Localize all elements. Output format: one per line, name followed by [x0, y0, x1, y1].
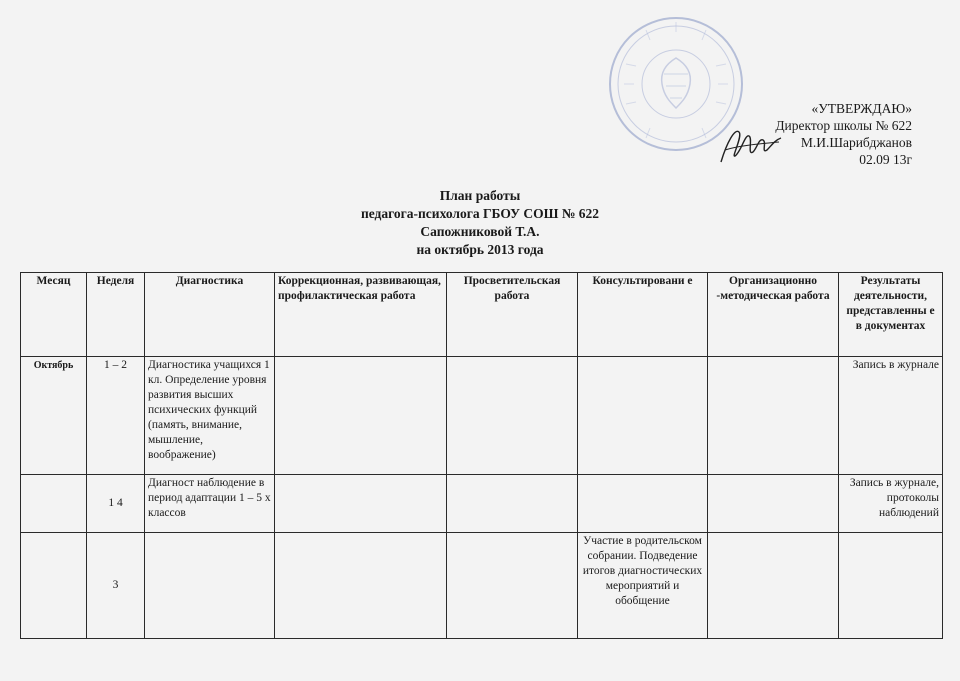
cell-month: Октябрь	[21, 357, 87, 475]
cell-results: Запись в журнале, протоколы наблюдений	[839, 475, 943, 533]
title-line-2: педагога-психолога ГБОУ СОШ № 622	[360, 206, 600, 221]
header-organization: Организационно -методическая работа	[708, 273, 839, 357]
header-correction: Коррекционная, развивающая, профилактическая работа	[275, 273, 447, 357]
approval-heading: «УТВЕРЖДАЮ»	[811, 101, 912, 116]
cell-week: 1 – 2	[87, 357, 145, 475]
cell-results	[839, 533, 943, 639]
cell-diagnostics: Диагностика учащихся 1 кл. Определение уровня развития высших психических функций (память, внимание, мышление, воображение)	[145, 357, 275, 475]
header-diagnostics: Диагностика	[145, 273, 275, 357]
cell-education	[447, 357, 578, 475]
cell-education	[447, 475, 578, 533]
table-row	[21, 475, 943, 533]
cell-week: 1 4	[87, 475, 145, 533]
cell-month	[21, 475, 87, 533]
cell-diagnostics: Диагност наблюдение в период адаптации 1 – 5 х классов	[145, 475, 275, 533]
approval-date: 02.09 13г	[859, 152, 912, 167]
cell-education	[447, 533, 578, 639]
cell-diagnostics	[145, 533, 275, 639]
cell-correction	[275, 533, 447, 639]
title-line-1: План работы	[439, 188, 521, 203]
approval-signer-name: М.И.Шарибджанов	[800, 135, 912, 150]
header-education: Просветительская работа	[447, 273, 578, 357]
cell-organization	[708, 475, 839, 533]
table-row	[21, 533, 943, 639]
cell-consulting	[578, 357, 708, 475]
header-week: Неделя	[87, 273, 145, 357]
approval-block	[775, 100, 912, 168]
approval-position: Директор школы № 622	[775, 118, 912, 133]
work-plan-table	[20, 272, 943, 639]
table-header-row	[21, 273, 943, 357]
header-consulting: Консультировани е	[578, 273, 708, 357]
cell-results: Запись в журнале	[839, 357, 943, 475]
cell-organization	[708, 533, 839, 639]
cell-week: 3	[87, 533, 145, 639]
title-line-4: на октябрь 2013 года	[416, 242, 544, 257]
approval-signer-row	[775, 134, 912, 151]
header-results: Результаты деятельности, представленны е в документах	[839, 273, 943, 357]
title-line-3: Сапожниковой Т.А.	[420, 224, 540, 239]
cell-organization	[708, 357, 839, 475]
table-row	[21, 357, 943, 475]
cell-correction	[275, 475, 447, 533]
cell-consulting: Участие в родительском собрании. Подведение итогов диагностических мероприятий и обобщение	[578, 533, 708, 639]
plan-title	[0, 187, 960, 259]
header-month: Месяц	[21, 273, 87, 357]
cell-correction	[275, 357, 447, 475]
director-signature	[717, 122, 783, 166]
cell-consulting	[578, 475, 708, 533]
cell-month	[21, 533, 87, 639]
